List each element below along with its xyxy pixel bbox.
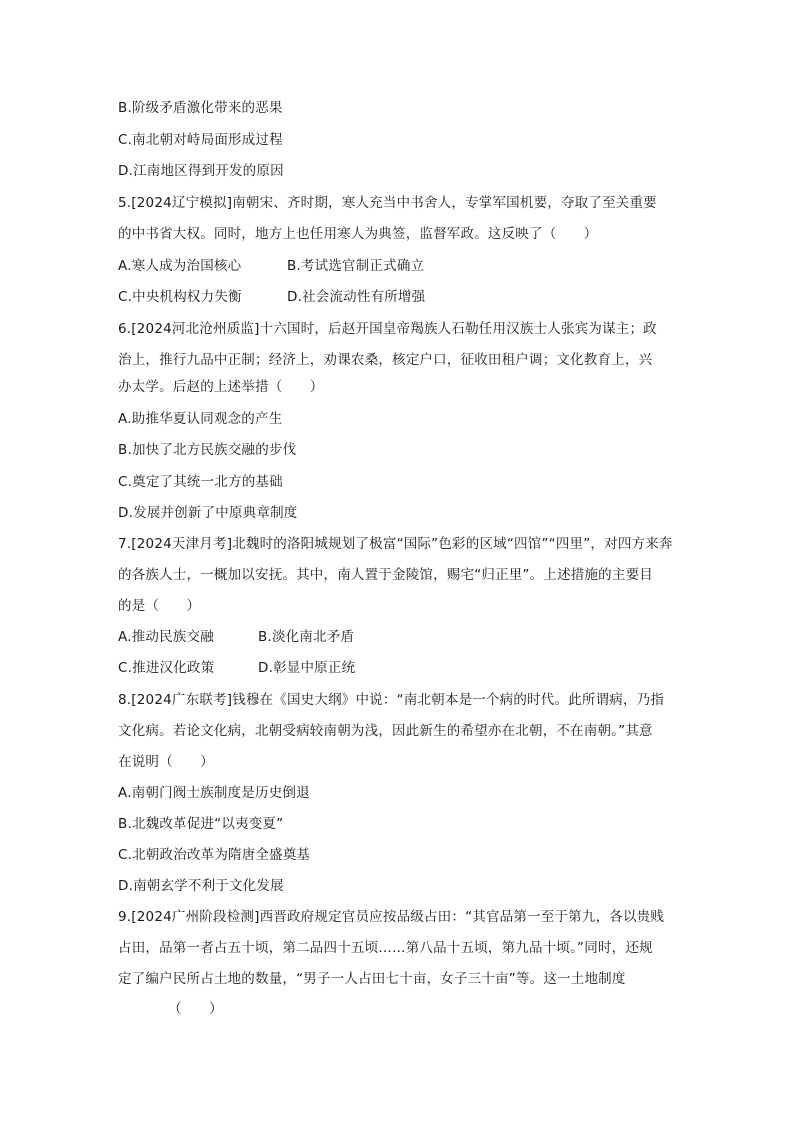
q6-option-c: C.奠定了其统一北方的基础 bbox=[118, 474, 283, 490]
q9-stem-line-3: 定了编户民所占土地的数量，“男子一人占田七十亩，女子三十亩”等。这一土地制度 bbox=[118, 971, 626, 987]
q8-option-c: C.北朝政治改革为隋唐全盛奠基 bbox=[118, 847, 311, 863]
q4-option-b: B.阶级矛盾激化带来的恶果 bbox=[118, 100, 283, 116]
q8-option-d: D.南朝玄学不利于文化发展 bbox=[118, 878, 284, 894]
q8-stem-line-2: 文化病。若论文化病，北朝受病较南朝为浅，因此新生的希望亦在北朝，不在南朝。”其意 bbox=[118, 723, 653, 739]
q8-stem-line-3: 在说明（ ） bbox=[118, 754, 214, 770]
q7-stem-line-2: 的各族人士，一概加以安抚。其中，南人置于金陵馆，赐宅“归正里”。上述措施的主要目 bbox=[118, 567, 653, 583]
q9-answer-blank: （ ） bbox=[168, 1001, 223, 1017]
q6-option-d: D.发展并创新了中原典章制度 bbox=[118, 505, 298, 521]
q8-stem-line-1: 8.[2024广东联考]钱穆在《国史大纲》中说：“南北朝本是一个病的时代。此所谓病，乃指 bbox=[118, 692, 665, 708]
q5-stem-line-1: 5.[2024辽宁模拟]南朝宋、齐时期，寒人充当中书舍人，专掌军国机要，夺取了至关重要 bbox=[118, 195, 657, 211]
q6-stem-line-2: 治上，推行九品中正制；经济上，劝课农桑，核定户口，征收田租户调；文化教育上，兴 bbox=[118, 352, 653, 368]
q7-stem-line-3: 的是（ ） bbox=[118, 598, 201, 614]
q4-option-c: C.南北朝对峙局面形成过程 bbox=[118, 132, 283, 148]
q4-option-d: D.江南地区得到开发的原因 bbox=[118, 163, 284, 179]
q6-stem-line-1: 6.[2024河北沧州质监]十六国时，后赵开国皇帝羯族人石勒任用汉族士人张宾为谋主；政 bbox=[118, 321, 657, 337]
q9-stem-line-2: 占田，品第一者占五十顷，第二品四十五顷……第八品十五顷，第九品十顷。”同时，还规 bbox=[118, 940, 653, 956]
q6-option-b: B.加快了北方民族交融的步伐 bbox=[118, 442, 297, 458]
q7-option-d: D.彰显中原正统 bbox=[258, 660, 356, 676]
q6-stem-line-3: 办太学。后赵的上述举措（ ） bbox=[118, 379, 324, 395]
q5-stem-line-2: 的中书省大权。同时，地方上也任用寒人为典签，监督军政。这反映了（ ） bbox=[118, 226, 598, 242]
q5-option-c: C.中央机构权力失衡 bbox=[118, 289, 242, 305]
q7-option-b: B.淡化南北矛盾 bbox=[258, 629, 355, 645]
q6-option-a: A.助推华夏认同观念的产生 bbox=[118, 411, 283, 427]
q5-option-b: B.考试选官制正式确立 bbox=[287, 258, 425, 274]
q7-stem-line-1: 7.[2024天津月考]北魏时的洛阳城规划了极富“国际”色彩的区域“四馆”“四里”，对四方来奔 bbox=[118, 536, 673, 552]
q5-option-a: A.寒人成为治国核心 bbox=[118, 258, 242, 274]
q8-option-a: A.南朝门阀士族制度是历史倒退 bbox=[118, 785, 310, 801]
q7-option-c: C.推进汉化政策 bbox=[118, 660, 215, 676]
q9-stem-line-1: 9.[2024广州阶段检测]西晋政府规定官员应按品级占田：“其官品第一至于第九，各以贵贱 bbox=[118, 909, 665, 925]
q8-option-b: B.北魏改革促进“以夷变夏” bbox=[118, 816, 284, 832]
q5-option-d: D.社会流动性有所增强 bbox=[287, 289, 426, 305]
q7-option-a: A.推动民族交融 bbox=[118, 629, 214, 645]
